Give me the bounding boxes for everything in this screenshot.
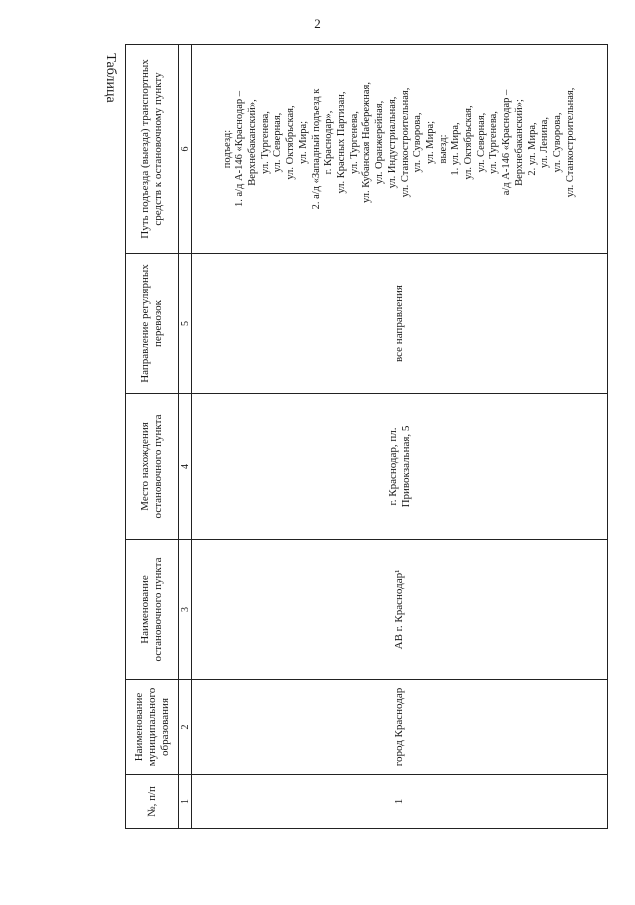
route-line: ул. Красных Партизан, bbox=[335, 91, 347, 194]
route-line: Верхнебаканский»; bbox=[513, 99, 525, 186]
route-line: Верхнебаканский», bbox=[247, 99, 259, 186]
route-line: ул. Тургенева, bbox=[348, 111, 360, 174]
column-number: 5 bbox=[179, 254, 192, 394]
route-item: 1. а/д А-146 «Краснодар – bbox=[234, 90, 246, 208]
cell-num: 1 bbox=[192, 775, 608, 829]
column-number: 6 bbox=[179, 45, 192, 254]
route-line: ул. Индустриальная, bbox=[386, 96, 398, 189]
route-item: 2. ул. Мира, bbox=[526, 122, 538, 176]
route-line: ул. Суворова, bbox=[412, 112, 424, 173]
header-cell-stop-name: Наименование остановочного пункта bbox=[126, 540, 179, 680]
entry-list bbox=[234, 49, 437, 249]
route-line: ул. Северная, bbox=[272, 112, 284, 173]
table-title: Таблица bbox=[103, 53, 118, 103]
route-item: 1. ул. Мира, bbox=[450, 122, 462, 176]
header-row bbox=[126, 45, 179, 829]
route-line: ул. Тургенева, bbox=[259, 111, 271, 174]
cell-municipality: город Краснодар bbox=[192, 680, 608, 775]
column-number: 3 bbox=[179, 540, 192, 680]
route-line: ул. Оранжерейная, bbox=[374, 100, 386, 185]
stops-table bbox=[125, 44, 608, 829]
route-line: ул. Мира; bbox=[424, 120, 436, 165]
route-item: 2. а/д «Западный подъезд к bbox=[310, 88, 322, 210]
table-row bbox=[192, 45, 608, 829]
route-line: ул. Ленина, bbox=[539, 116, 551, 169]
route-line: ул. Северная, bbox=[475, 112, 487, 173]
cell-location: г. Краснодар, пл. Привокзальная, 5 bbox=[192, 394, 608, 540]
route-line: ул. Кубанская Набережная, bbox=[361, 82, 373, 203]
entry-label: подъезд: bbox=[221, 129, 233, 169]
route-line: ул. Октябрьская, bbox=[285, 105, 297, 180]
header-cell-direction: Направление регулярных перевозок bbox=[126, 254, 179, 394]
route-line: ул. Суворова, bbox=[551, 112, 563, 173]
column-number-row bbox=[179, 45, 192, 829]
header-cell-num: №, п/п bbox=[126, 775, 179, 829]
column-number: 1 bbox=[179, 775, 192, 829]
header-cell-municipality: Наименование муниципального образования bbox=[126, 680, 179, 775]
header-cell-location: Место нахождения остановочного пункта bbox=[126, 394, 179, 540]
header-cell-route: Путь подъезда (выезда) транспортных средств к остановочному пункту bbox=[126, 45, 179, 254]
route-line: ул. Станкостроительная, bbox=[564, 87, 576, 198]
rotated-table-container bbox=[125, 45, 608, 829]
route-line: ул. Октябрьская, bbox=[463, 105, 475, 180]
route-line: а/д А-146 «Краснодар – bbox=[501, 89, 513, 196]
route-line: ул. Станкостроительная, bbox=[399, 87, 411, 198]
exit-label: выезд: bbox=[437, 134, 449, 164]
column-number: 4 bbox=[179, 394, 192, 540]
route-line: ул. Мира; bbox=[297, 120, 309, 165]
cell-direction: все направления bbox=[192, 254, 608, 394]
route-line: г. Краснодар», bbox=[323, 110, 335, 175]
page-number: 2 bbox=[314, 16, 321, 31]
exit-list bbox=[450, 49, 577, 249]
cell-route bbox=[192, 45, 608, 254]
column-number: 2 bbox=[179, 680, 192, 775]
cell-stop-name: АВ г. Краснодар¹ bbox=[192, 540, 608, 680]
route-line: ул. Тургенева, bbox=[488, 111, 500, 174]
